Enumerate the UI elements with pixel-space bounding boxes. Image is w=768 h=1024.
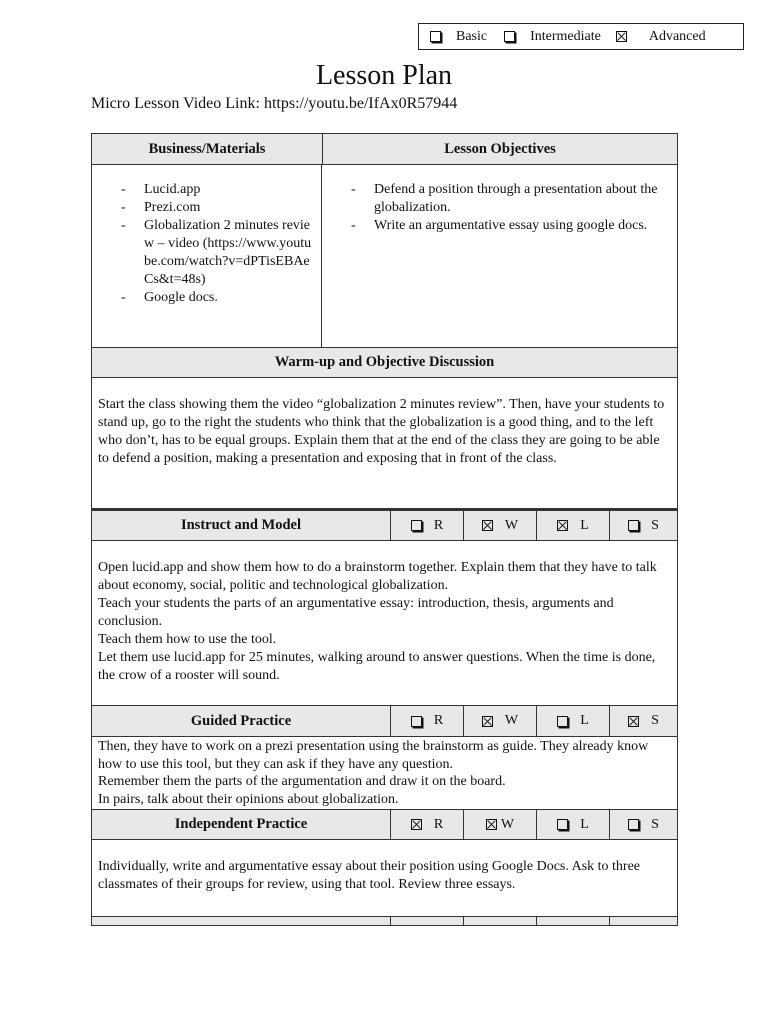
blank-cell [537,917,610,925]
checkbox-checked-icon[interactable] [486,819,497,830]
paragraph: In pairs, talk about their opinions about globalization. [98,791,399,807]
skill-s[interactable] [610,511,677,540]
list-item: - Google docs. [116,289,315,307]
guided-text [92,737,677,808]
checkbox-checked-icon[interactable] [411,819,422,830]
objectives-list [346,181,671,235]
advanced-checkbox-checked-icon[interactable] [616,31,627,42]
skill-l[interactable] [537,511,610,540]
skill-letter: W [500,816,515,832]
checkbox-checked-icon[interactable] [482,716,493,727]
skill-w[interactable] [464,706,537,736]
checkbox-checked-icon[interactable] [482,520,493,531]
skill-l[interactable] [537,706,610,736]
blank-cell [610,917,677,925]
independent-text [92,840,677,894]
skill-letter: R [433,816,444,832]
warmup-header: Warm-up and Objective Discussion [92,348,677,378]
list-item: - Lucid.app [116,181,315,199]
skill-letter: S [651,816,659,832]
list-item: - Globalization 2 minutes review – video (https://www.youtube.com/watch?v=dPTisEBAeCs&t=48s) [116,217,315,289]
level-option-advanced[interactable] [616,29,706,45]
skill-letter: S [651,517,659,533]
skill-w[interactable] [464,511,537,540]
paragraph: Let them use lucid.app for 25 minutes, walking around to answer questions. When the time is done, the crow of a rooster will sound. [98,650,656,683]
paragraph: Open lucid.app and show them how to do a brainstorm together. Explain them that they have to talk about economy, social, politic and technological globalization. [98,560,657,593]
materials-list [116,181,315,307]
checkbox-icon[interactable] [628,520,639,531]
list-item: - Prezi.com [116,199,315,217]
skill-letter: R [433,713,444,728]
level-selector [418,23,744,50]
intermediate-checkbox-icon[interactable] [504,31,515,42]
instruct-model-section [91,509,678,706]
checkbox-checked-icon[interactable] [557,520,568,531]
checkbox-icon[interactable] [628,819,639,830]
guided-practice-section [91,705,678,810]
paragraph: Individually, write and argumentative essay about their position using Google Docs. Ask to three classmates of their groups for review, using that tool. Review three essays. [98,859,641,892]
blank-cell [92,917,391,925]
next-section-header-strip [92,916,677,925]
skill-letter: L [580,517,589,533]
paragraph: Teach your students the parts of an argumentative essay: introduction, thesis, arguments and conclusion. [98,596,614,629]
skill-l[interactable] [537,810,610,839]
list-item: - Write an argumentative essay using google docs. [346,217,671,235]
materials-header: Business/Materials [92,134,323,164]
paragraph: Then, they have to work on a prezi presentation using the brainstorm as guide. They already know how to use this tool, but they can ask if they have any question. [98,739,649,772]
paragraph: Teach them how to use the tool. [98,632,277,647]
checkbox-icon[interactable] [557,819,568,830]
skill-r[interactable] [391,810,464,839]
level-label-basic: Basic [456,28,488,44]
level-label-intermediate: Intermediate [530,28,601,44]
objectives-header: Lesson Objectives [323,134,677,164]
blank-cell [391,917,464,925]
checkbox-icon[interactable] [411,520,422,531]
skill-letter: L [580,713,589,728]
objectives-cell [322,165,677,348]
skill-letter: L [580,816,589,832]
level-option-basic[interactable] [430,29,487,45]
warmup-text: Start the class showing them the video “globalization 2 minutes review”. Then, have your students to stand up, go to the right the students who think that the globalization is a good thing, and to the left who don’t, has to be equal groups. Explain them that at the end of the class they are going to be able to defend a position, making a presentation and exposing that in front of the class. [98,397,665,466]
page-title: Lesson Plan [315,60,453,91]
skill-s[interactable] [610,810,677,839]
skill-letter: W [504,517,519,533]
skill-r[interactable] [391,706,464,736]
materials-objectives-table [91,133,678,348]
paragraph: Remember them the parts of the argumentation and draw it on the board. [98,774,506,789]
video-link[interactable]: Micro Lesson Video Link: https://youtu.be/IfAx0R57944 [91,95,458,112]
level-label-advanced: Advanced [648,28,706,44]
materials-cell [92,165,322,348]
basic-checkbox-icon[interactable] [430,31,441,42]
checkbox-icon[interactable] [411,716,422,727]
skill-s[interactable] [610,706,677,736]
skill-letter: W [504,713,519,728]
skill-letter: R [433,517,444,533]
instruct-text [92,541,677,685]
skill-letter: S [651,713,659,728]
list-item: - Defend a position through a presentation about the globalization. [346,181,671,217]
section-label: Independent Practice [92,810,391,839]
independent-practice-section [91,809,678,926]
blank-cell [464,917,537,925]
checkbox-checked-icon[interactable] [628,716,639,727]
skill-w[interactable] [464,810,537,839]
skill-r[interactable] [391,511,464,540]
checkbox-icon[interactable] [557,716,568,727]
warmup-section [91,347,678,509]
section-label: Guided Practice [92,706,391,736]
section-label: Instruct and Model [92,511,391,540]
level-option-intermediate[interactable] [504,29,601,45]
